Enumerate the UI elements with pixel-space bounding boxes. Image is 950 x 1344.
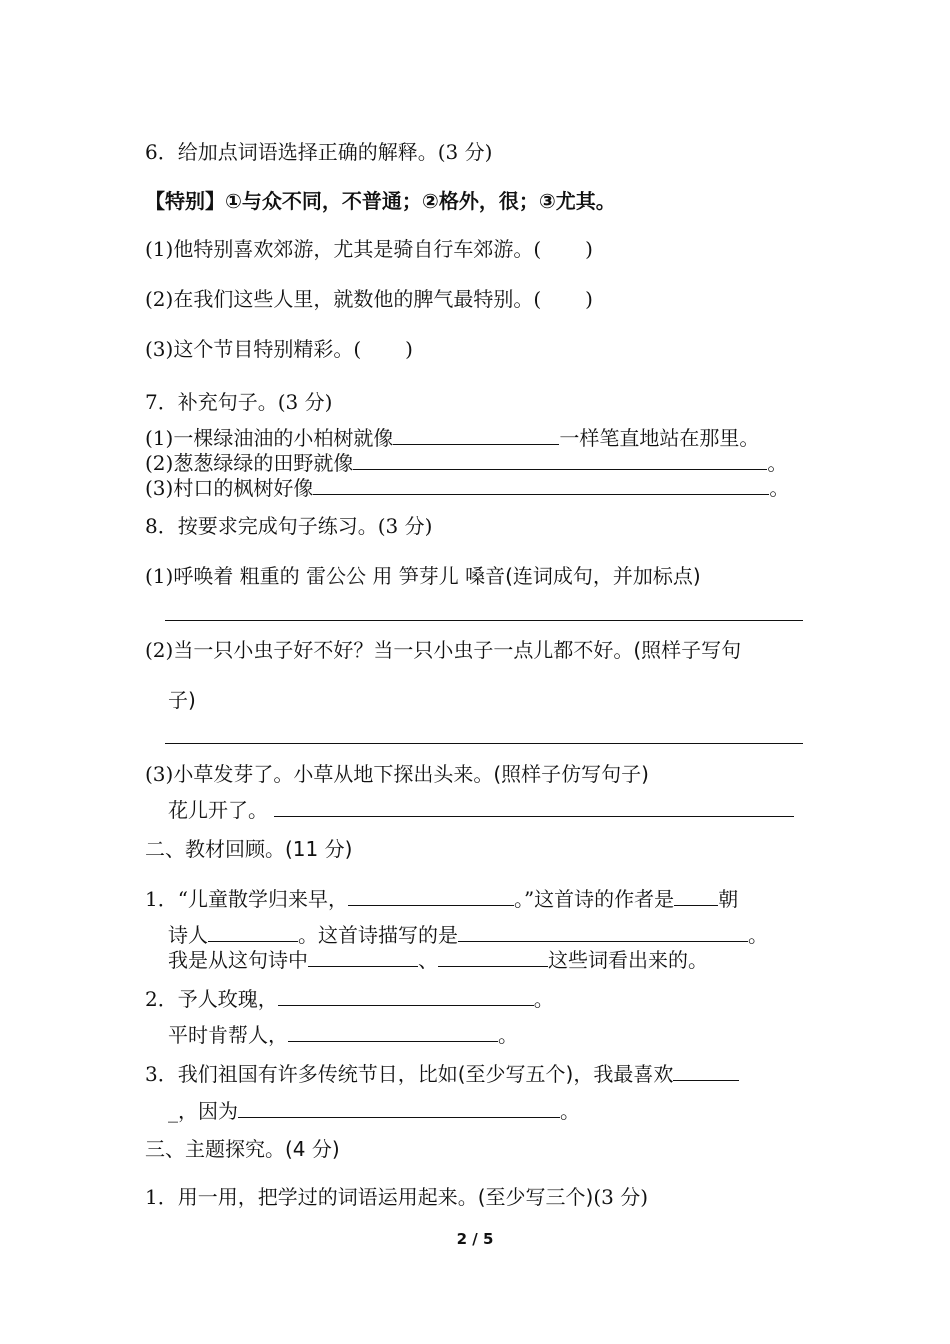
q7-item-2-pre: (2)葱葱绿绿的田野就像 bbox=[145, 451, 354, 475]
q7-item-3 bbox=[145, 474, 789, 501]
fill-blank[interactable] bbox=[674, 885, 718, 906]
fill-blank[interactable] bbox=[278, 985, 534, 1006]
s3-q1 bbox=[145, 1184, 648, 1210]
q8-item-1 bbox=[145, 563, 701, 589]
s2-q3-a-pre: 3．我们祖国有许多传统节日，比如 bbox=[145, 1062, 458, 1086]
fill-blank[interactable] bbox=[393, 424, 559, 445]
q6-item-2 bbox=[145, 286, 593, 312]
fill-blank[interactable] bbox=[208, 921, 298, 942]
s2-q1-line-3 bbox=[168, 946, 708, 973]
s2-q1-c-end: 这些词看出来的。 bbox=[548, 948, 708, 972]
q6-item-2-text: (2)在我们这些人里，就数他的脾气最特别。( bbox=[145, 287, 542, 311]
s2-q2-b-end: 。 bbox=[498, 1023, 518, 1047]
q8-item-3-instruction: (照样子仿写句子) bbox=[493, 762, 649, 786]
q6-item-1 bbox=[145, 236, 593, 262]
fill-blank[interactable] bbox=[274, 796, 794, 817]
fill-blank[interactable] bbox=[458, 921, 748, 942]
q8-item-2-instruction-cont: 子) bbox=[168, 688, 196, 712]
fill-blank[interactable] bbox=[308, 946, 418, 967]
q8-item-2 bbox=[145, 637, 741, 663]
answer-line[interactable] bbox=[165, 743, 803, 744]
fill-blank[interactable] bbox=[313, 474, 769, 495]
s2-q2-line-2 bbox=[168, 1021, 518, 1048]
fill-blank[interactable] bbox=[288, 1021, 498, 1042]
fill-blank[interactable] bbox=[438, 946, 548, 967]
q7-item-2-post: 。 bbox=[767, 451, 788, 475]
s2-q1-b-mid: 。这首诗描写的是 bbox=[298, 923, 458, 947]
s3-q1-text: 1．用一用，把学过的词语运用起来。 bbox=[145, 1185, 478, 1209]
q7-item-3-pre: (3)村口的枫树好像 bbox=[145, 476, 314, 500]
section2-title: 二、教材回顾。(11 分) bbox=[145, 837, 353, 861]
q8-title: 8．按要求完成句子练习。(3 分) bbox=[145, 514, 433, 538]
q8-item-3 bbox=[145, 761, 649, 787]
q6-item-1-close: ) bbox=[585, 237, 593, 261]
s2-q2-b-pre: 平时肯帮人， bbox=[168, 1023, 288, 1047]
q8-item-2-instruction: (照样子写句 bbox=[633, 638, 742, 662]
q8-item-3-prompt bbox=[168, 796, 794, 823]
fill-blank[interactable] bbox=[353, 449, 767, 470]
page-number: 2 / 5 bbox=[456, 1230, 494, 1248]
q7-item-1 bbox=[145, 424, 759, 451]
s2-q1-line-2 bbox=[168, 921, 768, 948]
s2-q3-b-end: 。 bbox=[560, 1099, 580, 1123]
s2-q1-b-end: 。 bbox=[748, 923, 768, 947]
s2-q2-a-pre: 2．予人玫瑰， bbox=[145, 987, 278, 1011]
q7-item-3-post: 。 bbox=[769, 476, 790, 500]
s3-q1-instruction: (至少写三个) bbox=[477, 1185, 594, 1209]
answer-line[interactable] bbox=[165, 620, 803, 621]
q7-item-1-pre: (1)一棵绿油油的小柏树就像 bbox=[145, 426, 394, 450]
q8-item-2-text: (2)当一只小虫子好不好？当一只小虫子一点儿都不好。 bbox=[145, 638, 634, 662]
section3-title: 三、主题探究。(4 分) bbox=[145, 1137, 340, 1161]
s2-q2-a-end: 。 bbox=[533, 987, 554, 1011]
q7-item-1-post: 一样笔直地站在那里。 bbox=[559, 426, 760, 450]
s2-q1-c-mid: 、 bbox=[418, 948, 438, 972]
s2-q1-b-pre: 诗人 bbox=[168, 923, 208, 947]
q8-item-1-instruction: (连词成句，并加标点) bbox=[505, 564, 701, 588]
s2-q1-c-pre: 我是从这句诗中 bbox=[168, 948, 308, 972]
q6-item-1-text: (1)他特别喜欢郊游，尤其是骑自行车郊游。( bbox=[145, 237, 542, 261]
s2-q3-a-mid: ，我最喜欢 bbox=[573, 1062, 674, 1086]
s2-q1-a-end: 朝 bbox=[718, 887, 739, 911]
q8-item-3-prompt-text: 花儿开了。 bbox=[168, 798, 268, 822]
q6-title: 6．给加点词语选择正确的解释。(3 分) bbox=[145, 140, 493, 164]
q6-item-3-text: (3)这个节目特别精彩。( bbox=[145, 337, 362, 361]
s2-q3-b-pre: _，因为 bbox=[168, 1099, 238, 1123]
q8-item-3-text: (3)小草发芽了。小草从地下探出头来。 bbox=[145, 762, 494, 786]
s2-q3-line-2 bbox=[168, 1097, 580, 1124]
q6-definition: 【特别】①与众不同，不普通；②格外，很；③尤其。 bbox=[145, 189, 616, 213]
q6-item-2-close: ) bbox=[585, 287, 593, 311]
fill-blank[interactable] bbox=[238, 1097, 560, 1118]
s2-q3-line-1 bbox=[145, 1060, 739, 1087]
s2-q1-a-pre: 1．“儿童散学归来早， bbox=[145, 887, 348, 911]
s2-q1-line-1 bbox=[145, 885, 738, 912]
s3-q1-points: (3 分) bbox=[593, 1185, 649, 1209]
fill-blank[interactable] bbox=[348, 885, 514, 906]
q7-item-2 bbox=[145, 449, 787, 476]
fill-blank[interactable] bbox=[673, 1060, 739, 1081]
s2-q2-line-1 bbox=[145, 985, 554, 1012]
q7-title: 7．补充句子。(3 分) bbox=[145, 390, 333, 414]
q6-item-3-close: ) bbox=[405, 337, 413, 361]
q8-item-1-text: (1)呼唤着 粗重的 雷公公 用 笋芽儿 嗓音 bbox=[145, 564, 506, 588]
s2-q3-a-instruction: (至少写五个) bbox=[457, 1062, 574, 1086]
s2-q1-a-mid: 。”这首诗的作者是 bbox=[513, 887, 675, 911]
q6-item-3 bbox=[145, 336, 413, 362]
